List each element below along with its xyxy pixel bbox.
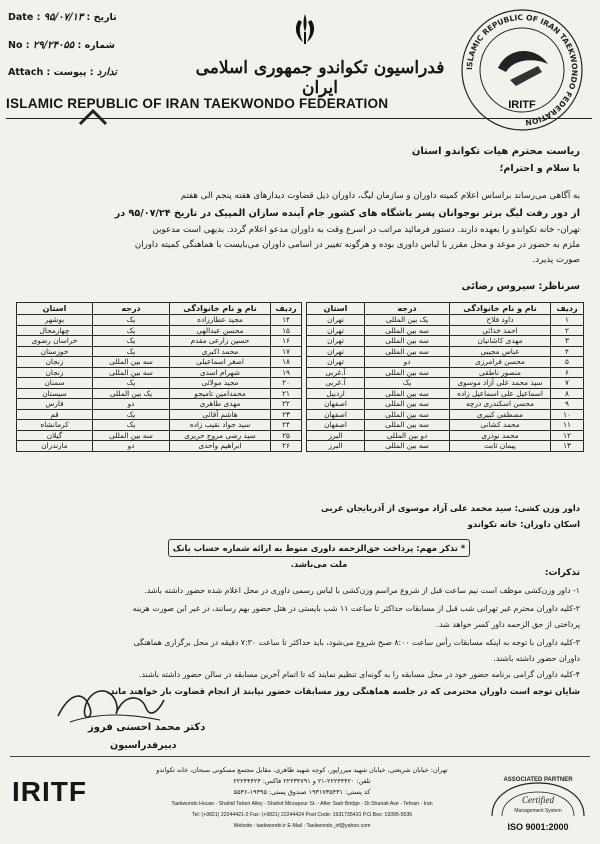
table-row <box>17 441 302 452</box>
col-province: استان <box>17 303 93 315</box>
footer-logo: IRITF <box>12 776 87 807</box>
cell-row-number: ۳ <box>551 336 584 347</box>
cell-province: اصفهان <box>307 399 365 410</box>
attach-field <box>8 67 117 78</box>
cell-row-number: ۱۳ <box>551 441 584 452</box>
date-label: Date : <box>8 12 41 23</box>
cell-grade: سه بین المللی <box>93 357 170 368</box>
cell-name: مجید مولائی <box>170 378 271 389</box>
col-grade: درجه <box>93 303 170 315</box>
cell-grade: سه بین المللی <box>365 420 450 431</box>
table-row <box>307 420 584 431</box>
cell-name: محمد کشانی <box>450 420 551 431</box>
cell-province: تهران <box>307 357 365 368</box>
col-province: استان <box>307 303 365 315</box>
addressee-line2: با سلام و احترام؛ <box>499 163 580 174</box>
number-field <box>8 40 115 51</box>
cell-grade: یک <box>93 420 170 431</box>
cell-name: مهدی کاشانیان <box>450 336 551 347</box>
cell-grade: یک <box>93 336 170 347</box>
table-row <box>307 430 584 441</box>
cell-row-number: ۲۵ <box>271 430 302 441</box>
footer-post-fa: کد پستی: ۱۹۳۱۷۳۵۴۳۱ صندوق پستی: ۱۹۳۹۵-۵۵۳۶ <box>233 788 371 796</box>
table-row <box>17 367 302 378</box>
cell-row-number: ۱۸ <box>271 357 302 368</box>
important-reminder-text: * تذکر مهم: پرداخت حق‌الزحمه داوری منوط به ارائه شماره حساب بانک ملت می‌باشد. <box>172 543 466 569</box>
cell-province: بوشهر <box>17 315 93 326</box>
cell-province: زنجان <box>17 357 93 368</box>
cell-row-number: ۱۶ <box>271 336 302 347</box>
cell-row-number: ۱۱ <box>551 420 584 431</box>
cell-province: فارس <box>17 399 93 410</box>
attach-value: ندارد <box>96 67 117 78</box>
header-rule <box>6 118 592 119</box>
weigh-in-referee: داور وزن کشی: سید محمد علی آزاد موسوی از آذربایجان غربی <box>321 503 580 513</box>
cell-name: اصغر اسماعیلی <box>170 357 271 368</box>
table-row <box>17 346 302 357</box>
cell-grade: دو <box>93 399 170 410</box>
referees-table-left <box>16 302 302 452</box>
cell-name: محسن اسکندری درچه <box>450 399 551 410</box>
cert-top-text: ASSOCIATED PARTNER <box>503 777 573 783</box>
cell-province: مازندران <box>17 441 93 452</box>
table-row <box>307 357 584 368</box>
cell-province: کرمانشاه <box>17 420 93 431</box>
chevron-mark-icon <box>78 108 108 130</box>
cell-name: شهرام اسدی <box>170 367 271 378</box>
cell-grade: یک <box>93 315 170 326</box>
table-row <box>17 325 302 336</box>
cell-province: تهران <box>307 325 365 336</box>
body-line-2: از دور رفت لیگ برتر نوجوانان پسر باشگاه های کشور جام آینده سازان المپیک در تاریخ ۹۵/۰۷/۲۴ در <box>114 208 580 219</box>
cell-province: اصفهان <box>307 409 365 420</box>
footer-phone-fa: تلفن: ۲۲۲۴۴۴۲۰-۲۱ و ۲۲۲۳۴۷۹۱ فاکس: ۲۲۲۴۴۴۲۴ <box>233 777 371 785</box>
cell-name: محمدامین تامیجو <box>170 388 271 399</box>
cell-name: احمد خدائی <box>450 325 551 336</box>
cell-row-number: ۲۴ <box>271 420 302 431</box>
cell-province: زنجان <box>17 367 93 378</box>
cell-grade: یک <box>365 378 450 389</box>
cell-grade: یک بین المللی <box>93 388 170 399</box>
cell-row-number: ۱۹ <box>271 367 302 378</box>
cell-grade: سه بین المللی <box>365 367 450 378</box>
logo-text: IRITF <box>508 99 536 111</box>
body-line-4: ملزم به حضور در موعد و محل مقرر با لباس داوری بوده و هرگونه تغییر در اسامی داوران می‌بایست با هماهنگی کمیته داوران <box>134 240 580 250</box>
note-2: ۲-کلیه داوران محترم غیر تهرانی شب قبل از مسابقات حداکثر تا ساعت ۱۱ شب بایستی در هتل حضور بهم رسانند، در غیر این صورت هزینه <box>132 604 580 613</box>
table-row <box>17 430 302 441</box>
cell-name: مصطفی کبیری <box>450 409 551 420</box>
cell-grade: سه بین المللی <box>93 367 170 378</box>
table-row <box>307 378 584 389</box>
cell-name: مجید عطارزاده <box>170 315 271 326</box>
cell-name: محمد نوذری <box>450 430 551 441</box>
body-line-1: به آگاهی می‌رساند براساس اعلام کمیته داوران و سازمان لیگ، داوران ذیل قضاوت دیدارهای هفته پنجم الی هفتم <box>180 191 580 201</box>
cell-grade: سه بین المللی <box>365 346 450 357</box>
cell-province: چهارمحال <box>17 325 93 336</box>
cell-row-number: ۱ <box>551 315 584 326</box>
cell-name: مهدی طاهری <box>170 399 271 410</box>
cell-row-number: ۶ <box>551 367 584 378</box>
cell-province: آ.غربی <box>307 378 365 389</box>
cell-grade: سه بین المللی <box>93 430 170 441</box>
cell-row-number: ۱۷ <box>271 346 302 357</box>
cell-row-number: ۷ <box>551 378 584 389</box>
cell-province: گیلان <box>17 430 93 441</box>
cell-name: سید رضی مروج حریری <box>170 430 271 441</box>
table-row <box>17 336 302 347</box>
notes-title: تذکرات: <box>544 568 580 578</box>
logo-ring-text: ISLAMIC REPUBLIC OF IRAN TAEKWONDO FEDERATION <box>464 12 580 127</box>
cell-grade: سه بین المللی <box>365 388 450 399</box>
cell-grade: یک <box>93 409 170 420</box>
cell-row-number: ۸ <box>551 388 584 399</box>
note-4: ۴-کلیه داوران گرامی برنامه حضور خود در محل مسابقه را به گونه‌ای تنظیم نمایند که تا اتمام آخرین مسابقه در سالن حضور داشته باشند. <box>139 670 580 679</box>
body-line-5: صورت پذیرد. <box>532 255 580 265</box>
cell-row-number: ۲۰ <box>271 378 302 389</box>
cell-province: آ.غربی <box>307 367 365 378</box>
cell-grade: یک <box>93 346 170 357</box>
cell-name: عباس مجیبی <box>450 346 551 357</box>
final-note: شایان توجه است داوران محترمی که در جلسه هماهنگی روز مسابقات حضور نیابند از انجام قضاوت باز خواهند ماند. <box>106 686 580 696</box>
cell-name: ابراهیم واحدی <box>170 441 271 452</box>
col-grade: درجه <box>365 303 450 315</box>
cell-grade: سه بین المللی <box>365 336 450 347</box>
attach-label: Attach : <box>8 67 51 78</box>
cell-grade: یک <box>93 378 170 389</box>
cell-grade: یک <box>93 325 170 336</box>
table-row <box>17 388 302 399</box>
addressee-line1: ریاست محترم هیات تکواندو استان <box>411 146 580 157</box>
table-row <box>17 357 302 368</box>
cell-province: قم <box>17 409 93 420</box>
date-field <box>8 12 117 23</box>
cell-grade: دو <box>93 441 170 452</box>
cell-row-number: ۲۶ <box>271 441 302 452</box>
cell-province: تهران <box>307 336 365 347</box>
cell-row-number: ۲۲ <box>271 399 302 410</box>
table-row <box>307 441 584 452</box>
footer-web-en: Website : taekwondo.ir E-Mail : Taekwondo_irf@yahoo.com <box>233 823 371 829</box>
iso-certificate-seal <box>486 762 590 836</box>
cell-row-number: ۱۵ <box>271 325 302 336</box>
table-row <box>17 420 302 431</box>
org-name-en: ISLAMIC REPUBLIC OF IRAN TAEKWONDO FEDERATION <box>6 96 389 111</box>
number-label-fa: : شماره <box>77 40 115 51</box>
cell-province: البرز <box>307 441 365 452</box>
table-row <box>307 346 584 357</box>
cell-grade: یک بین المللی <box>365 315 450 326</box>
note-3: ۳-کلیه داوران با توجه به اینکه مسابقات رأس ساعت ۸:۰۰ صبح شروع می‌شود، باید حداکثر تا ساعت ۷:۳۰ دقیقه در محل برگزاری هماهنگی <box>133 638 580 647</box>
date-label-fa: : تاریخ <box>86 12 117 23</box>
cell-grade: دو <box>365 357 450 368</box>
col-row: ردیف <box>551 303 584 315</box>
federation-logo <box>458 6 586 134</box>
date-value: ۹۵/۰۷/۱۳ <box>43 12 84 23</box>
cell-province: اردبیل <box>307 388 365 399</box>
cell-name: منصور ناطقی <box>450 367 551 378</box>
cell-province: اصفهان <box>307 420 365 431</box>
note-3-continued: داوران حضور داشته باشند. <box>493 654 580 663</box>
cell-name: پیمان ثابت <box>450 441 551 452</box>
cell-grade: سه بین المللی <box>365 399 450 410</box>
table-row <box>17 315 302 326</box>
cell-province: خوزستان <box>17 346 93 357</box>
cell-province: سیستان <box>17 388 93 399</box>
cell-row-number: ۴ <box>551 346 584 357</box>
cell-name: سید جواد نقیب زاده <box>170 420 271 431</box>
cell-name: حسین زارعی مقدم <box>170 336 271 347</box>
table-row <box>307 388 584 399</box>
table-row <box>307 325 584 336</box>
table-row <box>307 399 584 410</box>
cell-name: داود فلاح <box>450 315 551 326</box>
number-value: ۲۹/۲۴۰۵۵ <box>32 40 75 51</box>
cell-province: تهران <box>307 315 365 326</box>
cert-mid-text: Certified <box>522 795 554 805</box>
signatory-title: دبیرفدراسیون <box>110 740 177 751</box>
important-reminder-box <box>168 539 470 569</box>
cell-province: البرز <box>307 430 365 441</box>
cell-grade: سه بین المللی <box>365 441 450 452</box>
signatory-name: دکتر محمد احسنی فروز <box>88 722 206 733</box>
note-2-continued: پرداختی از حق الزحمه داور کسر خواهد شد. <box>436 620 580 629</box>
col-name: نام و نام خانوادگی <box>170 303 271 315</box>
footer-address-fa: تهران: خیابان شریعتی، خیابان شهید میرزاپور، کوچه شهید طاهری، مقابل مجتمع مسکونی سبحان، خانه تکواندو <box>156 766 448 774</box>
iran-emblem-icon <box>290 12 320 48</box>
cell-name: محسن عبدالهی <box>170 325 271 336</box>
cell-province: خراسان رضوی <box>17 336 93 347</box>
cell-row-number: ۲۳ <box>271 409 302 420</box>
iso-text: ISO 9001:2000 <box>507 822 569 832</box>
cell-row-number: ۹ <box>551 399 584 410</box>
cell-row-number: ۱۲ <box>551 430 584 441</box>
cell-row-number: ۲۱ <box>271 388 302 399</box>
note-1: ۱- داور وزن‌کشی موظف است نیم ساعت قبل از شروع مراسم وزن‌کشی با لباس رسمی داوری در محل اعلام شده حضور داشته باشد. <box>144 586 580 595</box>
table-row <box>17 399 302 410</box>
attach-label-fa: : پیوست <box>53 67 94 78</box>
referee-lodging: اسکان داوران: خانه تکواندو <box>467 519 580 529</box>
cell-row-number: ۱۰ <box>551 409 584 420</box>
cell-row-number: ۲ <box>551 325 584 336</box>
cert-sub-text: Management System <box>514 808 562 814</box>
cell-grade: دو بین المللی <box>365 430 450 441</box>
cell-name: هاشم آقائی <box>170 409 271 420</box>
table-row <box>307 315 584 326</box>
supervisor: سرناظر: سیروس رضائی <box>461 281 580 292</box>
footer-address-en: Taekwondo House - Shahid Taheri Alley - Shahid Mirzapour St. - After Sadr Bridge - Dr.Shariati Ave - Tehran - Iran <box>171 801 433 807</box>
table-row <box>17 378 302 389</box>
referees-table-right <box>306 302 584 452</box>
body-line-3: تهران- خانه تکواندو را بعهده دارند. دستور فرمائید مراتب در اسرع وقت به داوران مدعو اعلام گردد. بدیهی است مدعوین <box>152 225 580 235</box>
cell-row-number: ۵ <box>551 357 584 368</box>
footer-rule <box>10 756 590 757</box>
cell-grade: سه بین المللی <box>365 409 450 420</box>
col-name: نام و نام خانوادگی <box>450 303 551 315</box>
table-row <box>17 409 302 420</box>
table-row <box>307 336 584 347</box>
col-row: ردیف <box>271 303 302 315</box>
cell-name: اسماعیل علی اسماعیل زاده <box>450 388 551 399</box>
cell-name: محسن فرامرزی <box>450 357 551 368</box>
table-row <box>307 367 584 378</box>
org-name-fa: فدراسیون تکواندو جمهوری اسلامی ایران <box>195 58 445 98</box>
cell-name: سید محمد علی آزاد موسوی <box>450 378 551 389</box>
footer-tel-en: Tel: (+9821) 22244421-2 Fax: (+9821) 22244424 Post Code: 1931735431 P.O.Box: 19395-5536 <box>191 812 413 818</box>
cell-grade: سه بین المللی <box>365 325 450 336</box>
number-label: No : <box>8 40 30 51</box>
cell-row-number: ۱۴ <box>271 315 302 326</box>
cell-province: تهران <box>307 346 365 357</box>
cell-province: سمنان <box>17 378 93 389</box>
cell-name: محمد اکبری <box>170 346 271 357</box>
table-row <box>307 409 584 420</box>
